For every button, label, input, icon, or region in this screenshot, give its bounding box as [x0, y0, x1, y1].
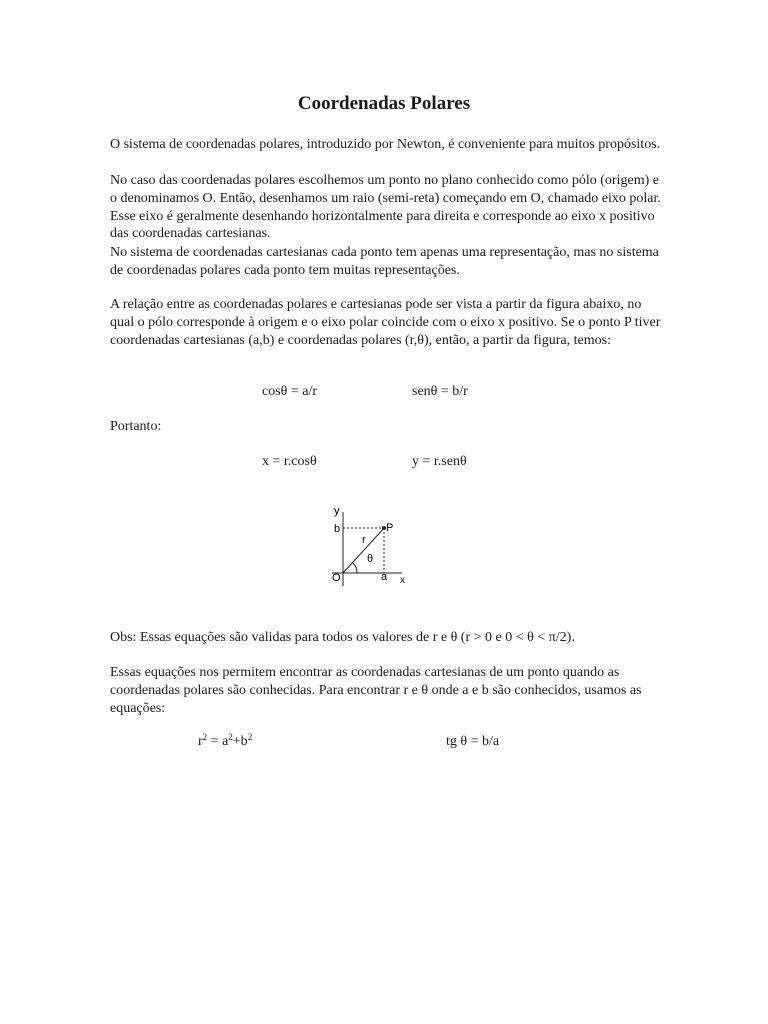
r2-mid: = a [207, 734, 229, 749]
label-b: b [334, 523, 341, 535]
equation-r-squared [198, 733, 252, 751]
paragraph-intro: O sistema de coordenadas polares, introduzido por Newton, é conveniente para muitos propósitos. [110, 137, 661, 152]
paragraph-portanto: Portanto: [110, 419, 162, 434]
r2-r: r [198, 734, 203, 749]
r2-sup-1: 2 [202, 732, 208, 742]
equation-y: y = r.senθ [412, 454, 467, 469]
paragraph-pole: No caso das coordenadas polares escolhemos um ponto no plano conhecido como pólo (origem) e o denominamos O. Então, desenhamos um raio (semi-reta) começando em O, chamado eixo polar. Esse eixo é geralmente desenhando horizontalmente para direita e corresponde ao eixo x positivo das coordenadas cartesianas. [110, 173, 661, 242]
label-x: x [400, 575, 405, 586]
label-p: P [386, 522, 394, 534]
label-y: y [334, 505, 340, 517]
equation-cos: cosθ = a/r [262, 384, 318, 399]
label-r: r [362, 534, 366, 546]
label-o: O [332, 572, 341, 584]
paragraph-relation: A relação entre as coordenadas polares e cartesianas pode ser vista a partir da figura abaixo, no qual o pólo corresponde à origem e o eixo polar coincide com o eixo x positivo. Se o ponto P tiver coordenadas cartesianas (a,b) e coordenadas polares (r,θ), então, a partir da figura, temos: [110, 297, 661, 348]
theta-arc [353, 563, 358, 574]
equation-tg: tg θ = b/a [446, 734, 500, 749]
paragraph-find-r-theta: Essas equações nos permitem encontrar as coordenadas cartesianas de um ponto quando as coordenadas polares são conhecidas. Para encontrar r e θ onde a e b são conhecidos, usamos as equações: [110, 665, 642, 716]
label-theta: θ [367, 553, 374, 565]
equation-sen: senθ = b/r [412, 384, 468, 399]
paragraph-obs: Obs: Essas equações são validas para todos os valores de r e θ (r > 0 e 0 < θ < π/2). [110, 630, 575, 645]
r2-sup-3: 2 [247, 732, 253, 742]
label-a: a [381, 571, 388, 583]
page-title: Coordenadas Polares [297, 93, 471, 114]
polar-cartesian-figure [326, 500, 416, 592]
r2-sup-2: 2 [228, 732, 233, 742]
equation-x: x = r.cosθ [262, 454, 317, 469]
r2-plus: +b [232, 734, 248, 749]
paragraph-representations: No sistema de coordenadas cartesianas cada ponto tem apenas uma representação, mas no sistema de coordenadas polares cada ponto tem muitas representações. [110, 245, 659, 278]
